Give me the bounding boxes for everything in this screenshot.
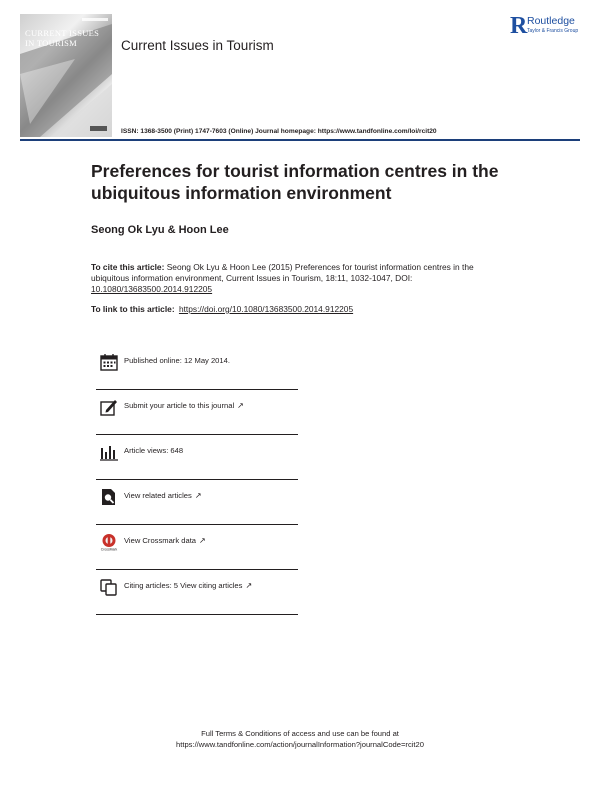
external-link-icon: ↗: [199, 536, 206, 545]
routledge-logo[interactable]: [510, 14, 590, 40]
article-views-text: Article views: 648: [124, 446, 184, 455]
article-title: Preferences for tourist information centres in the ubiquitous information environment: [91, 161, 499, 203]
submit-article-text[interactable]: Submit your article to this journal ↗: [124, 401, 244, 410]
submit-article-item[interactable]: [96, 390, 298, 435]
related-articles-text[interactable]: View related articles ↗: [124, 491, 202, 500]
citation-label: To cite this article:: [91, 262, 165, 272]
citation-doi-link[interactable]: 10.1080/13683500.2014.912205: [91, 284, 213, 294]
citation-text: Seong Ok Lyu & Hoon Lee (2015) Preferences for tourist information centres in the ubiquitous information environment, Current Issues in Tourism, 18:11, 1032-1047, DOI:: [91, 262, 474, 283]
crossmark-icon: [100, 533, 118, 551]
citing-icon: [100, 578, 118, 596]
routledge-r-icon: R: [510, 13, 528, 39]
footer: [0, 728, 600, 750]
article-link-label: To link to this article:: [91, 304, 175, 314]
citation-block: [91, 262, 501, 295]
issn-line: [121, 128, 437, 135]
header-rule: [20, 139, 580, 141]
calendar-icon: [100, 353, 118, 371]
cover-publisher-mark: [90, 126, 107, 131]
issn-text: ISSN: 1368-3500 (Print) 1747-7603 (Online) Journal homepage:: [121, 128, 318, 135]
submit-icon: [100, 398, 118, 416]
publisher-subtitle: Taylor & Francis Group: [527, 28, 579, 34]
publisher-name: Routledge: [527, 15, 575, 27]
article-authors[interactable]: Seong Ok Lyu & Hoon Lee: [91, 224, 229, 236]
citing-articles-item[interactable]: [96, 570, 298, 615]
cover-title: CURRENT ISSUES IN TOURISM: [25, 28, 100, 48]
external-link-icon: ↗: [194, 491, 202, 500]
article-link-url[interactable]: https://doi.org/10.1080/13683500.2014.912205: [178, 304, 354, 314]
published-online-text: Published online: 12 May 2014.: [124, 356, 230, 365]
article-info-list: [96, 345, 298, 615]
journal-title[interactable]: Current Issues in Tourism: [121, 38, 274, 53]
crossmark-item[interactable]: [96, 525, 298, 570]
cover-issn-mark: [82, 18, 108, 21]
journal-cover-image: [20, 14, 112, 137]
article-views-item: [96, 435, 298, 480]
bar-chart-icon: [100, 443, 118, 461]
crossmark-text[interactable]: View Crossmark data ↗: [124, 536, 206, 545]
external-link-icon: ↗: [245, 581, 253, 590]
published-online-item: [96, 345, 298, 390]
crossmark-badge-label: CrossMark: [100, 547, 118, 551]
footer-terms-link[interactable]: https://www.tandfonline.com/action/journalInformation?journalCode=rcit20: [176, 740, 424, 749]
external-link-icon: ↗: [237, 401, 244, 410]
search-icon: [100, 488, 118, 506]
citing-articles-text[interactable]: Citing articles: 5 View citing articles ↗: [124, 581, 253, 590]
footer-terms-text: Full Terms & Conditions of access and use can be found at: [201, 729, 399, 738]
related-articles-item[interactable]: [96, 480, 298, 525]
article-link-line: [91, 304, 353, 314]
journal-homepage-link[interactable]: https://www.tandfonline.com/loi/rcit20: [317, 128, 437, 135]
